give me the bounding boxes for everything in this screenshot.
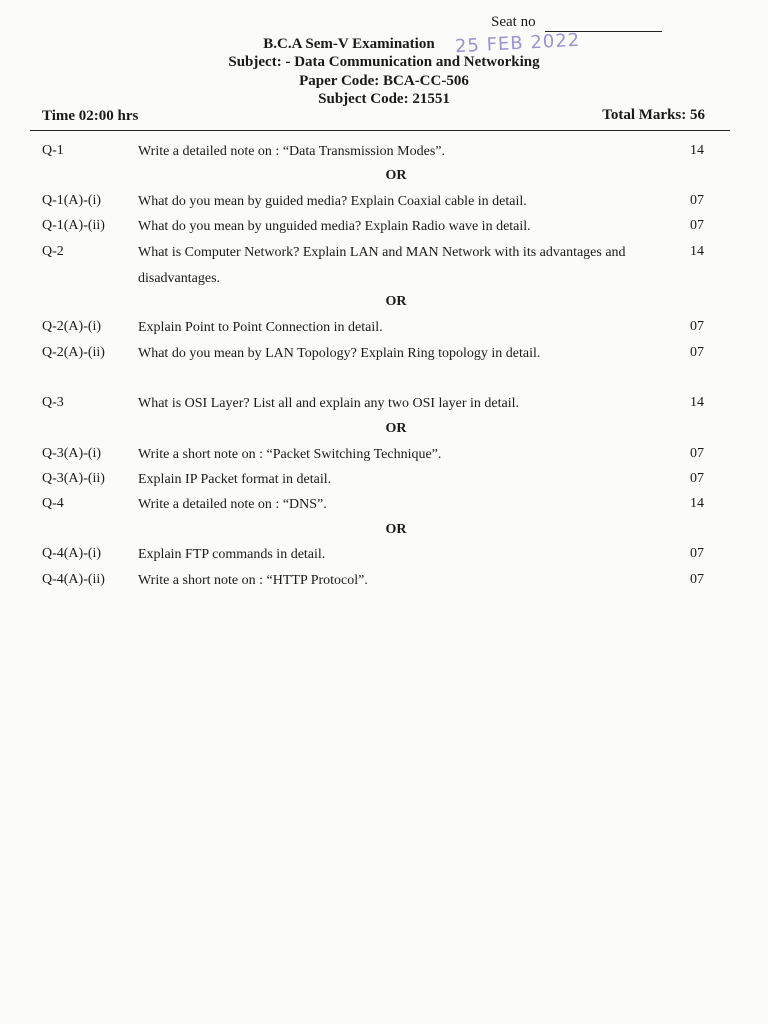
or-separator: OR: [385, 168, 407, 183]
question-text: Explain FTP commands in detail.: [138, 547, 326, 562]
question-marks: 14: [690, 395, 704, 410]
question-text: What is OSI Layer? List all and explain any two OSI layer in detail.: [138, 396, 520, 411]
question-marks: 14: [690, 244, 704, 259]
question-text: Explain Point to Point Connection in detail.: [138, 320, 383, 335]
question-text: What is Computer Network? Explain LAN and MAN Network with its advantages and disadvantages.: [138, 245, 626, 286]
question-text: What do you mean by guided media? Explain Coaxial cable in detail.: [138, 194, 527, 209]
question-marks: 07: [690, 319, 704, 334]
question-number: Q-2(A)-(ii): [42, 345, 105, 360]
question-marks: 07: [690, 218, 704, 233]
total-marks: Total Marks: 56: [602, 107, 705, 123]
question-marks: 07: [690, 193, 704, 208]
question-number: Q-4(A)-(ii): [42, 572, 105, 587]
question-marks: 07: [690, 345, 704, 360]
question-number: Q-4: [42, 496, 64, 511]
question-text: Write a detailed note on : “Data Transmission Modes”.: [138, 144, 445, 159]
question-number: Q-1(A)-(ii): [42, 218, 105, 233]
question-number: Q-2: [42, 244, 64, 259]
header-divider: [30, 130, 730, 131]
or-separator: OR: [385, 421, 407, 436]
or-separator: OR: [385, 294, 407, 309]
question-text: Write a short note on : “HTTP Protocol”.: [138, 573, 368, 588]
question-marks: 07: [690, 446, 704, 461]
question-number: Q-4(A)-(i): [42, 546, 102, 561]
question-text: What do you mean by unguided media? Explain Radio wave in detail.: [138, 219, 531, 234]
question-marks: 07: [690, 546, 704, 561]
date-stamp: 25 FEB 2022: [454, 29, 581, 58]
question-number: Q-1(A)-(i): [42, 193, 102, 208]
question-number: Q-1: [42, 143, 64, 158]
question-marks: 14: [690, 143, 704, 158]
seat-number-label: Seat no: [491, 14, 536, 30]
exam-title-text: B.C.A Sem-V Examination: [263, 36, 435, 52]
question-marks: 07: [690, 572, 704, 587]
question-text: What do you mean by LAN Topology? Explain Ring topology in detail.: [138, 346, 541, 361]
question-number: Q-3: [42, 395, 64, 410]
exam-title: [0, 35, 768, 53]
paper-code: Paper Code: BCA-CC-506: [299, 73, 469, 89]
question-number: Q-2(A)-(i): [42, 319, 102, 334]
subject-line: Subject: - Data Communication and Networking: [228, 54, 540, 70]
exam-duration: Time 02:00 hrs: [42, 108, 139, 124]
question-number: Q-3(A)-(i): [42, 446, 102, 461]
or-separator: OR: [385, 522, 407, 537]
subject-code: Subject Code: 21551: [318, 91, 450, 107]
question-marks: 14: [690, 496, 704, 511]
question-text: Explain IP Packet format in detail.: [138, 472, 332, 487]
question-text: Write a detailed note on : “DNS”.: [138, 497, 327, 512]
question-number: Q-3(A)-(ii): [42, 471, 105, 486]
question-marks: 07: [690, 471, 704, 486]
question-text: Write a short note on : “Packet Switching Technique”.: [138, 447, 442, 462]
